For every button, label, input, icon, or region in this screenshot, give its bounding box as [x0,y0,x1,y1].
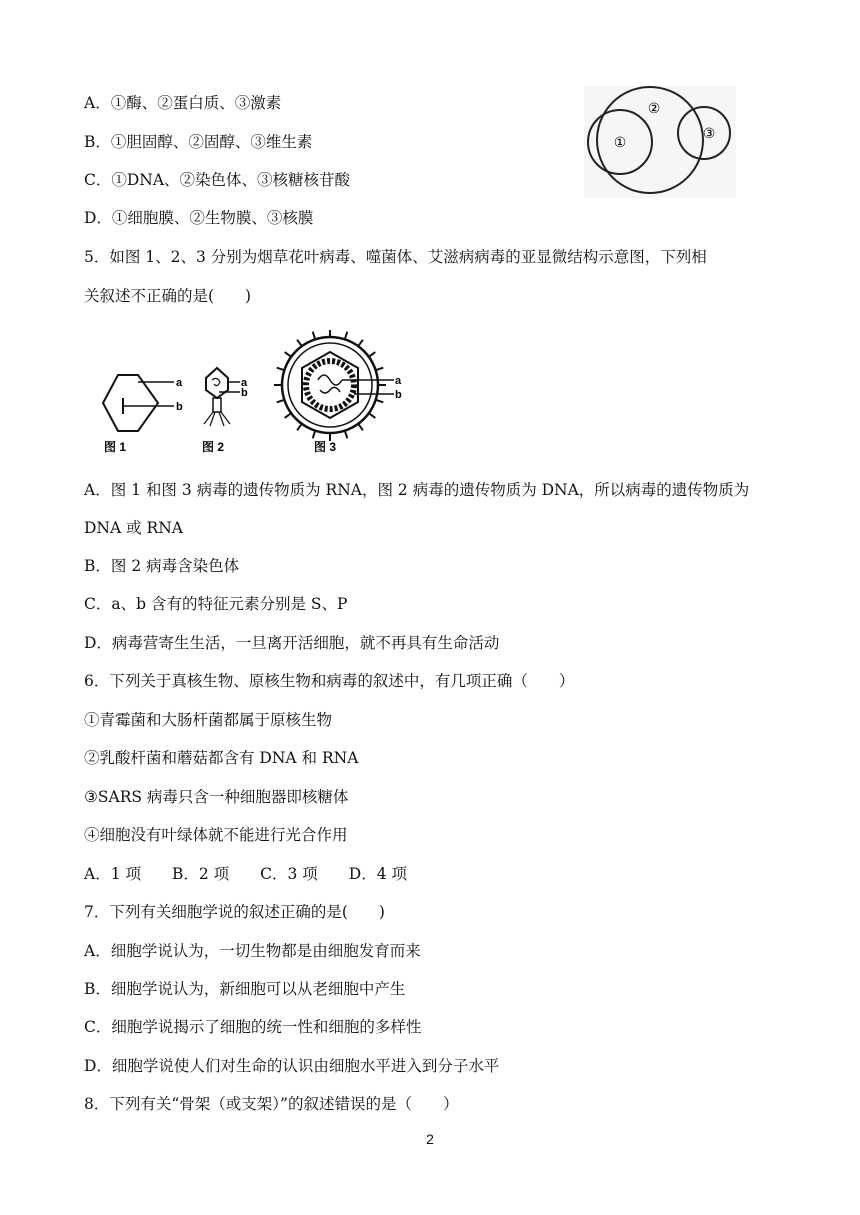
fig2-label-a: a [241,377,248,389]
circle-label-2: ② [647,100,661,116]
q6-statement-4: ④细胞没有叶绿体就不能进行光合作用 [84,826,348,844]
page-number: 2 [426,1131,434,1147]
q6-statement-2: ②乳酸杆菌和蘑菇都含有 DNA 和 RNA [84,749,359,767]
q7-option-b: B．细胞学说认为，新细胞可以从老细胞中产生 [84,980,406,998]
fig3-caption: 图 3 [314,440,337,454]
q6-statement-3: ③SARS 病毒只含一种细胞器即核糖体 [84,788,349,806]
fig3-label-b: b [395,389,402,401]
q4-option-b: B．①胆固醇、②固醇、③维生素 [84,133,313,151]
fig1-label-b: b [176,401,183,413]
q5-option-a: A．图 1 和图 3 病毒的遗传物质为 RNA，图 2 病毒的遗传物质为 DNA，所以病毒的遗传物质为 [84,481,750,499]
q4-option-a: A．①酶、②蛋白质、③激素 [84,94,282,112]
fig1-caption: 图 1 [104,440,127,454]
q5-stem-line1: 5．如图 1、2、3 分别为烟草花叶病毒、噬菌体、艾滋病病毒的亚显微结构示意图，下列相 [84,248,707,266]
q5-option-b: B．图 2 病毒含染色体 [84,557,240,575]
circle-label-1: ① [613,134,627,150]
virus-structure-figures [92,330,422,460]
q5-option-d: D．病毒营寄生生活，一旦离开活细胞，就不再具有生命活动 [84,634,500,652]
q7-option-c: C．细胞学说揭示了细胞的统一性和细胞的多样性 [84,1018,422,1036]
q6-options: A．1 项 B．2 项 C．3 项 D．4 项 [84,865,408,883]
figure-3-hiv [274,330,402,454]
q4-option-c: C．①DNA、②染色体、③核糖核苷酸 [84,171,351,189]
q7-option-a: A．细胞学说认为，一切生物都是由细胞发育而来 [84,942,421,960]
q6-statement-1: ①青霉菌和大肠杆菌都属于原核生物 [84,711,333,729]
q5-option-a-cont: DNA 或 RNA [84,519,183,537]
q4-option-d: D．①细胞膜、②生物膜、③核膜 [84,209,314,227]
fig1-label-a: a [176,377,183,389]
q5-option-c: C．a、b 含有的特征元素分别是 S、P [84,595,348,613]
q7-stem: 7．下列有关细胞学说的叙述正确的是( ) [84,903,385,921]
fig2-label-b: b [241,387,248,399]
q8-stem: 8．下列有关“骨架（或支架）”的叙述错误的是（ ） [84,1095,459,1113]
circle-relationship-diagram [584,86,736,198]
figure-1-tmv [103,375,183,454]
q5-stem-line2: 关叙述不正确的是( ) [84,287,252,305]
fig2-caption: 图 2 [202,440,225,454]
circle-label-3: ③ [702,125,716,141]
figure-2-phage [202,368,248,454]
fig3-label-a: a [395,375,402,387]
q7-option-d: D．细胞学说使人们对生命的认识由细胞水平进入到分子水平 [84,1057,500,1075]
q6-stem: 6．下列关于真核生物、原核生物和病毒的叙述中，有几项正确（ ） [84,672,575,690]
